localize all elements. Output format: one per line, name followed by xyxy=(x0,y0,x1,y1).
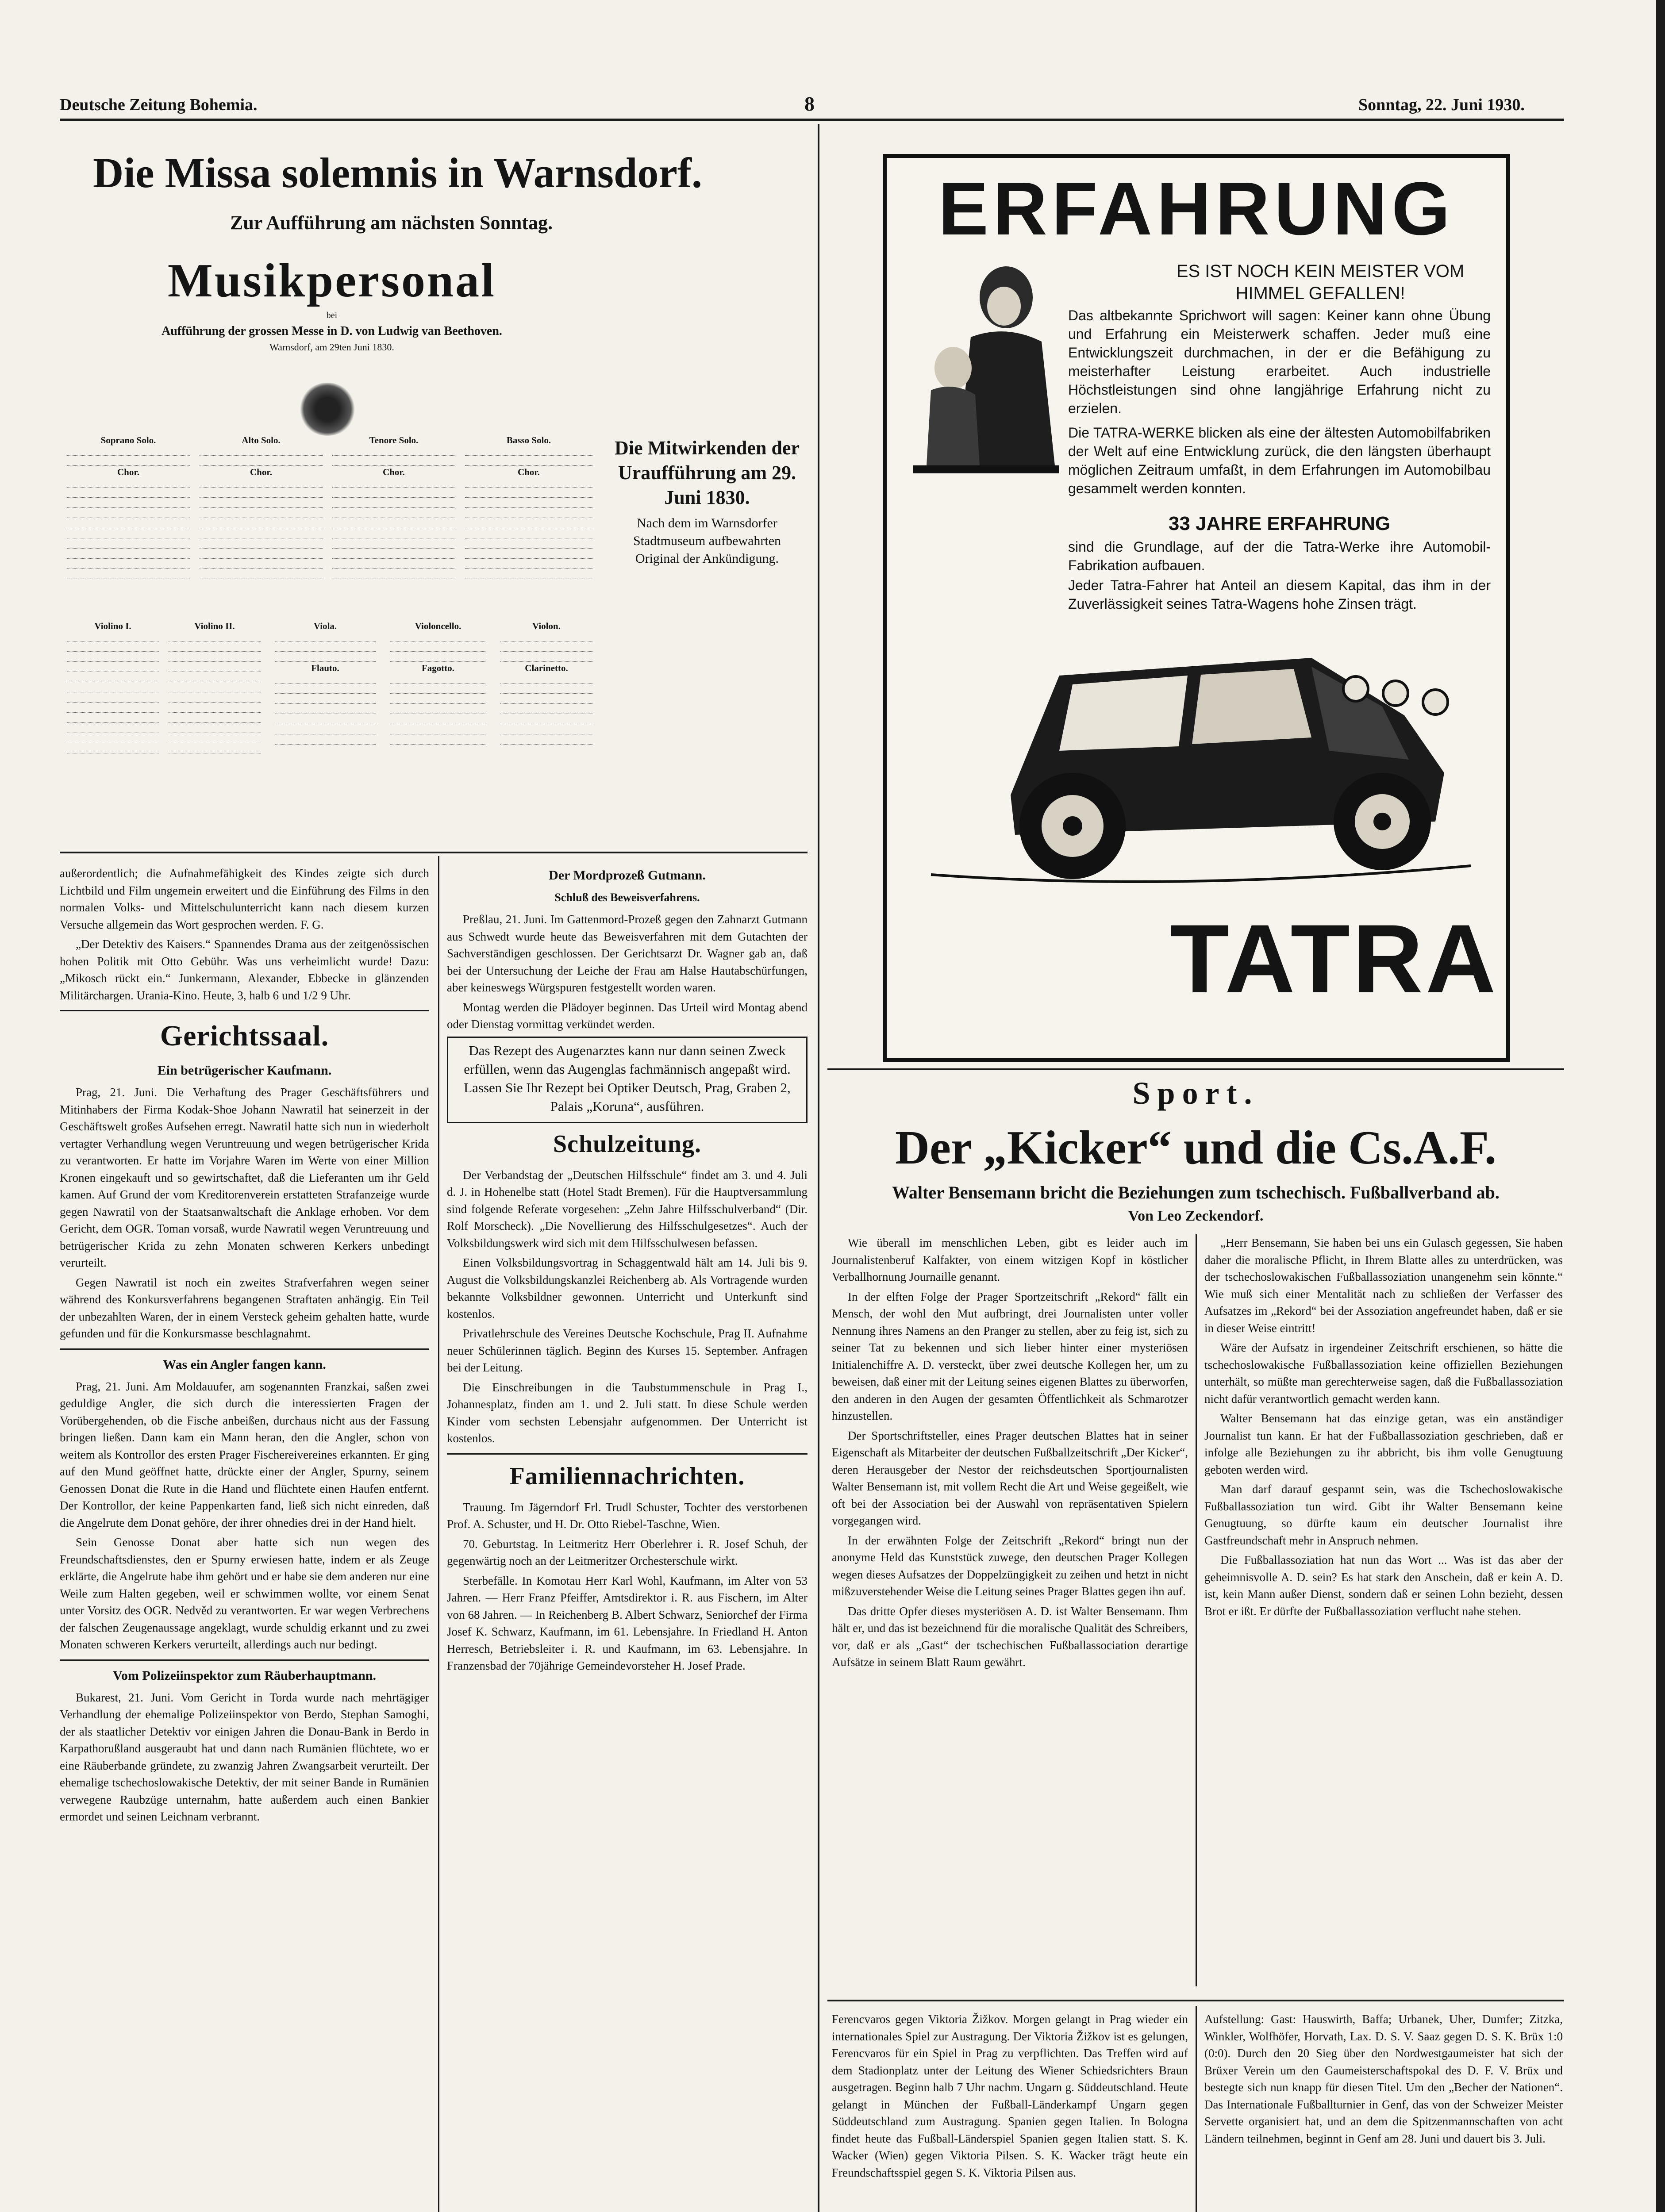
poster-line2: Aufführung der grossen Messe in D. von Ludwig van Beethoven. xyxy=(162,324,502,338)
schul-text-3: Privatlehrschule des Vereines Deutsche Kochschule, Prag II. Aufnahme neuer Schülerinnen täglich. Beginn des Kurses 15. September. Anfragen bei der Leitung. xyxy=(447,1327,808,1374)
raeuber-text: Bukarest, 21. Juni. Vom Gericht in Torda wurde nach mehrtägiger Verhandlung der ehemalige Polizeiinspektor von Berdo, Stephan Samoghi, der als staatlicher Detektiv vor einigen Jahren die Donau-Bank in Berdo in Karpathorußland ausgeraubt hat und dann nach Rumänien flüchtete, wo er eine Räuberbande gründete, zu zwanzig Jahren Zwangsarbeit verurteilt. Der ehemalige tschechoslowakische Detektiv, der mit seiner Bande in Rumänien verwegene Raubzüge unternahm, hatte außerdem auch einen Bankier ermordet und seinen Leichnam verbrannt. xyxy=(60,1690,429,1823)
tatra-body-3: sind die Grundlage, auf der die Tatra-Werke ihre Automobil-Fabrikation aufbauen. xyxy=(1068,539,1491,573)
mord-heading: Der Mordprozeß Gutmann. xyxy=(549,868,706,883)
tatra-body-2: Die TATRA-WERKE blicken als eine der ältesten Automobilfabriken der Welt auf eine Entwicklung zurück, die den längsten überhaupt möglichen Zeitraum umfaßt, in dem Erfahrungen im Automobilbau gesammelt werden konnten. xyxy=(1068,425,1491,496)
ad-bottom-rule xyxy=(827,1068,1564,1070)
missa-bottom-rule xyxy=(60,852,808,853)
poster-section-violino2: Violino II. xyxy=(166,621,263,754)
poster-section-violon: Violon. Clarinetto. xyxy=(498,621,595,745)
angler-text-2: Sein Genosse Donat aber hatte sich nun wegen des Freundschaftsdienstes, den er Spurny erwiesen hatte, indem er als Zeuge erklärte, die Angelrute habe ihm gehört und er habe sie dem anderen nur eine Weile zum Halten gegeben, weil er schwimmen wollte, vor einem Senat unter Vorsitz des OGR. Nedvěd zu verantworten. Er war wegen Verbrechens der falschen Zeugenaussage angeklagt, wurde schuldig erkannt und zu zwei Monaten schweren Kerkers verurteilt, allerdings auch nur bedingt. xyxy=(60,1536,429,1651)
tatra-advertisement xyxy=(883,154,1510,1062)
poster-line3: Warnsdorf, am 29ten Juni 1830. xyxy=(269,342,394,353)
fam-text: Trauung. Im Jägerndorf Frl. Trudl Schuster, Tochter des verstorbenen Prof. A. Schuster, und H. Dr. Otto Riebel-Taschne, Wien. xyxy=(447,1500,808,1531)
film-article-end: außerordentlich; die Aufnahmefähigkeit des Kindes zeigte sich durch Lichtbild und Film ungemein erweitert und die Einführung des Films in den normalen Volks- und Mittelschulunterricht kann nach diesem kurzen Versuche allgemein das Wort gesprochen werden. F. G. xyxy=(60,867,429,931)
poster-caption-text: Nach dem im Warnsdorfer Stadtmuseum aufbewahrten Original der Ankündigung. xyxy=(633,516,781,566)
separator xyxy=(60,1348,429,1350)
kaufmann-heading: Ein betrügerischer Kaufmann. xyxy=(157,1063,332,1078)
sport-column-divider xyxy=(1196,1234,1197,1986)
sport-text-9: Man darf darauf gespannt sein, was die Tschechoslowakische Fußballassoziation tun wird. Gibt ihr Walter Bensemann keine Genugtuung, so dürfte kaum ein deutscher Journalist ihre Gastfreundschaft mehr in Anspruch nehmen. xyxy=(1204,1482,1563,1547)
schulzeitung-heading: Schulzeitung. xyxy=(553,1130,702,1158)
optiker-ad-text: Das Rezept des Augenarztes kann nur dann seinen Zweck erfüllen, wenn das Augenglas fachmännisch angepaßt wird. Lassen Sie Ihr Rezept bei Optiker Deutsch, Prag, Graben 2, Palais „Koruna“, ausführen. xyxy=(464,1042,791,1114)
masthead-paper-name: Deutsche Zeitung Bohemia. xyxy=(60,96,258,114)
poster-section-violino1: Violino I. xyxy=(64,621,162,754)
mord-text: Preßlau, 21. Juni. Im Gattenmord-Prozeß gegen den Zahnarzt Gutmann aus Schwedt wurde heute das Beweisverfahren mit dem Gutachten der Sachverständigen geschlossen. Der Gerichtsarzt Dr. Wagner gab an, daß bei der Untersuchung der Leiche der Frau am Halse Hautabschürfungen, aber keineswegs Würgspuren festgestellt worden waren. xyxy=(447,913,808,994)
separator xyxy=(60,1010,429,1011)
sport-section-heading: Sport. xyxy=(1132,1075,1259,1111)
sport-article-subtitle: Walter Bensemann bricht die Beziehungen zum tschechisch. Fußballverband ab. xyxy=(892,1183,1500,1202)
cinema-notice: „Der Detektiv des Kaisers.“ Spannendes Drama aus der zeitgenössischen hohen Politik mit Otto Gebühr. Was uns verheimlicht wurde! Dazu: „Mikosch rückt ein.“ Junkermann, Alexander, Ebbecke in glänzenden Militärchargen. Urania-Kino. Heute, 3, halb 6 und 1/2 9 Uhr. xyxy=(60,937,429,1002)
tatra-car-illustration xyxy=(913,627,1484,901)
tatra-body-4: Jeder Tatra-Fahrer hat Anteil an diesem Kapital, das ihm in der Zuverlässigkeit seines Tatra-Wagens hohe Zinsen trägt. xyxy=(1068,577,1491,612)
poster-caption-title: Die Mitwirkenden der Uraufführung am 29. Juni 1830. xyxy=(615,437,800,508)
poster-section-basso: Basso Solo. Chor. xyxy=(462,435,595,580)
kaufmann-text: Prag, 21. Juni. Die Verhaftung des Prager Geschäftsführers und Mitinhabers der Firma Kodak-Shoe Johann Nawratil hat seinerzeit in der Geschäftswelt großes Aufsehen erregt. Nawratil hatte sich nun in wiederholt vertagter Verhandlung wegen Veruntreuung und wegen betrügerischer Krida zu verantworten. Er hatte im Vorjahre Waren im Werte von einer Million Kronen eingekauft und so gewirtschaftet, daß die Lieferanten um ihr Geld kamen. Auf Grund der vom Kreditorenverein erstatteten Strafanzeige wurde gegen Nawratil von der Staatsanwaltschaft die Anklage erhoben. Vor dem Gericht, dem OGR. Toman vorsaß, wurde Nawratil wegen Veruntreuung und betrügerischer Krida zu zehn Monaten schweren Kerkers unbedingt verurteilt. xyxy=(60,1086,429,1269)
schul-text-4: Die Einschreibungen in die Taubstummenschule in Prag I., Johannesplatz, finden am 1. und 2. Juli statt. In diese Schule werden Kinder vom sechsten Lebensjahr aufgenommen. Der Unterricht ist kostenlos. xyxy=(447,1380,808,1445)
page-column-divider xyxy=(818,124,819,2212)
kaufmann-text-2: Gegen Nawratil ist noch ein zweites Strafverfahren wegen seiner während des Konkursverfahrens begangenen Straftaten anhängig. Ein Teil der unbezahlten Waren, der in einem Versteck geheim gehalten hatte, wurde gefunden und für die Konkursmasse beschlagnahmt. xyxy=(60,1275,429,1340)
column-1 xyxy=(60,865,429,2212)
craftsman-illustration xyxy=(904,257,1064,488)
sport-column-left xyxy=(832,1234,1188,1995)
tatra-tagline-1: ES IST NOCH KEIN MEISTER VOM xyxy=(1176,261,1465,281)
sport-text-4: In der erwähnten Folge der Zeitschrift „Rekord“ bringt nun der anonyme Held das Kunststück zuwege, den deutschen Prager Kollegen wegen dieses Aufsatzes der Doppelzüngigkeit zu zeihen und hetzt in nicht mißzuverstehender Weise die Leitung seines Prager Blattes gegen ihn auf. xyxy=(832,1533,1188,1598)
missa-subtitle: Zur Aufführung am nächsten Sonntag. xyxy=(230,212,553,234)
separator xyxy=(447,1453,808,1455)
separator xyxy=(60,1659,429,1661)
missa-title: Die Missa solemnis in Warnsdorf. xyxy=(93,149,702,196)
sport-text-2: In der elften Folge der Prager Sportzeitschrift „Rekord“ fällt ein Mensch, der wohl den Mut aufbringt, drei Journalisten unter voller Nennung ihres Namens an den Pranger zu stellen, aber zu feig ist, sich zu seiner Tat zu bekennen und sich lieber hinter einer mysteriösen Initialenchiffre A. D. versteckt, über zwei deutsche Kollegen her, um zu beweisen, daß einer mit der Leitung seines eigenen Blattes zu überworfen, den anderen in den Augen der gesamten Öffentlichkeit als Schmarotzer hinzustellen. xyxy=(832,1290,1188,1422)
sport-text-6: „Herr Bensemann, Sie haben bei uns ein Gulasch gegessen, Sie haben daher die moralische Pflicht, in Ihrem Blatte alles zu unterdrücken, was der tschechoslowakischen Fußballassoziation unangenehm sein könnte.“ Wie muß sich einer Mentalität nach zu schließen der Verfasser des Aufsatzes im „Rekord“ bei der Assoziation angefreundet haben, daß er sie in dieser Weise eintritt! xyxy=(1204,1236,1563,1335)
sport-column-right xyxy=(1204,1234,1563,1995)
poster-section-viola: Viola. Flauto. xyxy=(272,621,378,745)
mord-text-2: Montag werden die Plädoyer beginnen. Das Urteil wird Montag abend oder Dienstag vormittag verkündet werden. xyxy=(447,1000,808,1031)
poster-section-alto: Alto Solo. Chor. xyxy=(197,435,325,580)
sportnews-top-rule xyxy=(827,2000,1564,2001)
left-column-divider xyxy=(438,856,439,2212)
masthead-page-number: 8 xyxy=(804,92,815,115)
poster-section-tenore: Tenore Solo. Chor. xyxy=(330,435,458,580)
poster-caption xyxy=(614,436,800,568)
gerichtssaal-heading: Gerichtssaal. xyxy=(160,1020,329,1052)
angler-text: Prag, 21. Juni. Am Moldauufer, am sogenannten Franzkai, saßen zwei geduldige Angler, die sich durch die interessierten Fragen der Vorübergehenden, ob die Fische anbeißen, durchaus nicht aus der Fassung bringen ließen. Dann kam ein Mann heran, den die Angler, schon von weitem als Kontrollor des ersten Prager Fischereivereines erkannten. Er ging auf den Mund geöffnet hatte, drückte einer der Angler, Spurny, seinem Genossen Donat die Rute in die Hand und flüchtete einen Haufen entfernt. Der Kontrollor, der keine Pappenkarten fand, ließ sich nicht einreden, daß die Angelrute dem Donat gehöre, der ihrer ohnedies drei in der Hand hielt. xyxy=(60,1379,429,1529)
sportnews-right xyxy=(1204,2011,1563,2212)
masthead-rule xyxy=(60,119,1564,121)
masthead-date: Sonntag, 22. Juni 1930. xyxy=(1358,96,1525,114)
optiker-ad xyxy=(447,1037,808,1123)
sport-text-1: Wie überall im menschlichen Leben, gibt es leider auch im Journalistenberuf Kalfakter, von einem witzigen Kopf in köstlicher Verballhornung Journaille genannt. xyxy=(832,1236,1188,1283)
poster-line1: bei xyxy=(326,311,338,320)
schul-text-2: Einen Volksbildungsvortrag in Schaggentwald hält am 14. Juli bis 9. August die Volksbildungskanzlei Reichenberg ab. Als Vortragende wurden bekannte Volksbildner gewonnen. Unterricht und Unterkunft sind kostenlos. xyxy=(447,1256,808,1321)
poster-section-soprano: Soprano Solo. Chor. xyxy=(64,435,192,580)
mord-subheading: Schluß des Beweisverfahrens. xyxy=(554,891,700,904)
familiennachrichten-heading: Familiennachrichten. xyxy=(509,1462,745,1490)
sport-text-5: Das dritte Opfer dieses mysteriösen A. D. ist Walter Bensemann. Ihm hält er, und das ist bezeichnend für die moralische Qualität des Schreibers, vor, daß er als „Gast“ der tschechischen Fußballassociation derartige Aufsätze in seinem Blatt Raum gewährt. xyxy=(832,1604,1188,1669)
sport-text-7: Wäre der Aufsatz in irgendeiner Zeitschrift erschienen, so hätte die tschechoslowakische Fußballassoziation keine offiziellen Beziehungen unterhält, so müßte man gerechterweise sagen, daß die Fußballassoziation nicht dafür verantwortlich gemacht werden kann. xyxy=(1204,1341,1563,1406)
sport-text-10: Die Fußballassoziation hat nun das Wort ... Was ist das aber der geheimnisvolle A. D. sein? Es hat stark den Anschein, daß er kein A. D. ist, kein Mann außer Dienst, sondern daß er seinen Lohn bezieht, dessen Brot er ißt. Er dürfte der Fußballassoziation verflucht nahe stehen. xyxy=(1204,1553,1563,1618)
sportnews-right-text: Aufstellung: Gast: Hauswirth, Baffa; Urbanek, Uher, Dumfer; Zitzka, Winkler, Wolfhöfer, Horvath, Lax. D. S. V. Saaz gegen D. S. K. Brüx 1:0 (0:0). Durch den 20 Sieg über den Nordwestgaumeister hat sich der Brüxer Verein um den Gaumeisterschaftspokal des D. F. V. Brüx und bestegte sich nun knapp für diesen Titel. Um den „Becher der Nationen“. Das Internationale Fußballturnier in Genf, das von der Schweizer Meister Servette organisiert hat, und an dem die Spitzenmannschaften von acht Ländern teilnehmen, beginnt in Genf am 28. Juni und dauert bis 3. Juli. xyxy=(1204,2012,1563,2145)
tatra-brand: TATRA xyxy=(1170,904,1499,1013)
fam-text-3: Sterbefälle. In Komotau Herr Karl Wohl, Kaufmann, im Alter von 53 Jahren. — Herr Franz Pfeiffer, Amtsdirektor i. R. aus Fischern, im Alter von 68 Jahren. — In Reichenberg B. Albert Schwarz, Seniorchef der Firma Josef K. Schwarz, Kaufmann, im 61. Lebensjahre. In Friedland H. Anton Herresch, Betriebsleiter i. R. und Kaufmann, im 63. Lebensjahre. In Franzensbad der 70jährige Gemeindevorsteher H. Josef Prade. xyxy=(447,1574,808,1672)
tatra-years: 33 JAHRE ERFAHRUNG xyxy=(1168,513,1391,534)
tatra-headline: ERFAHRUNG xyxy=(938,167,1455,251)
sportnews-left xyxy=(832,2011,1188,2212)
concert-poster xyxy=(60,254,604,845)
sport-byline: Von Leo Zeckendorf. xyxy=(1128,1208,1264,1224)
sport-article-title: Der „Kicker“ und die Cs.A.F. xyxy=(895,1121,1497,1174)
tatra-tagline-2: HIMMEL GEFALLEN! xyxy=(1235,284,1405,303)
sport-text-8: Walter Bensemann hat das einzige getan, was ein anständiger Journalist tun kann. Er hat der Fußballassoziation geschrieben, daß er infolge alle Beziehungen zu ihr abbricht, bis ihm volle Genugtuung geboten werden wird. xyxy=(1204,1412,1563,1476)
page-scan-edge xyxy=(1656,0,1665,2212)
raeuber-heading: Vom Polizeiinspektor zum Räuberhauptmann. xyxy=(112,1668,377,1683)
sportnews-column-divider xyxy=(1196,2006,1197,2212)
schul-text: Der Verbandstag der „Deutschen Hilfsschule“ findet am 3. und 4. Juli d. J. in Hohenelbe statt (Hotel Stadt Bremen). Für die Hauptversammlung sind folgende Referate vorgesehen: „Zehn Jahre Hilfsschulverband“ (Dir. Rolf Morscheck). „Die Novellierung des Hilfsschulgesetzes“. Auch der Volksbildungswerk wird sich mit dem Hilfsschulwesen befassen. xyxy=(447,1168,808,1250)
sport-text-3: Der Sportschriftsteller, eines Prager deutschen Blattes hat in seiner Eigenschaft als Mitarbeiter der deutschen Fußballzeitschrift „Der Kicker“, deren Herausgeber der Nestor der reichsdeutschen Sportjournalisten Walter Bensemann ist, mit vollem Recht die Art und Weise gegeißelt, wie oft bei der Association bei der Auswahl von repräsentativen Spielern vorgegangen wird. xyxy=(832,1429,1188,1527)
column-2 xyxy=(447,865,808,2212)
sportnews-left-text: Ferencvaros gegen Viktoria Žižkov. Morgen gelangt in Prag wieder ein internationales Spiel zur Austragung. Der Viktoria Žižkov ist es gelungen, Ferencvaros für ein Spiel in Prag zu verpflichten. Das Treffen wird auf dem Stadionplatz unter der Leitung des Wiener Schiedsrichters Braun ausgetragen. Beginn halb 7 Uhr nachm. Ungarn g. Süddeutschland. Heute gelangt in München der Fußball-Länderkampf Ungarn gegen Süddeutschland zum Austragung. Spanien gegen Italien. In Bologna findet heute das Fußball-Länderspiel Spanien gegen Italien statt. S. K. Wacker (Wien) gegen Viktoria Pilsen. S. K. Wacker trägt heute ein Freundschaftsspiel gegen S. K. Viktoria Pilsen aus. xyxy=(832,2012,1188,2179)
poster-title: Musikpersonal xyxy=(167,254,496,307)
fam-text-2: 70. Geburtstag. In Leitmeritz Herr Oberlehrer i. R. Josef Schuh, der gegenwärtig noch an der Leitmeritzer Orchesterschule wirkt. xyxy=(447,1537,808,1567)
angler-heading: Was ein Angler fangen kann. xyxy=(163,1357,326,1372)
tatra-body-1: Das altbekannte Sprichwort will sagen: Keiner kann ohne Übung und Erfahrung ein Meisterwerk schaffen. Jeder muß eine Entwicklungszeit durchmachen, in der er die Befähigung zu meisterhafter Leistung erarbeitet. Auch industrielle Höchstleistungen sind ohne langjährige Erfahrung nicht zu erzielen. xyxy=(1068,307,1491,416)
poster-section-violoncello: Violoncello. Fagotto. xyxy=(387,621,489,745)
